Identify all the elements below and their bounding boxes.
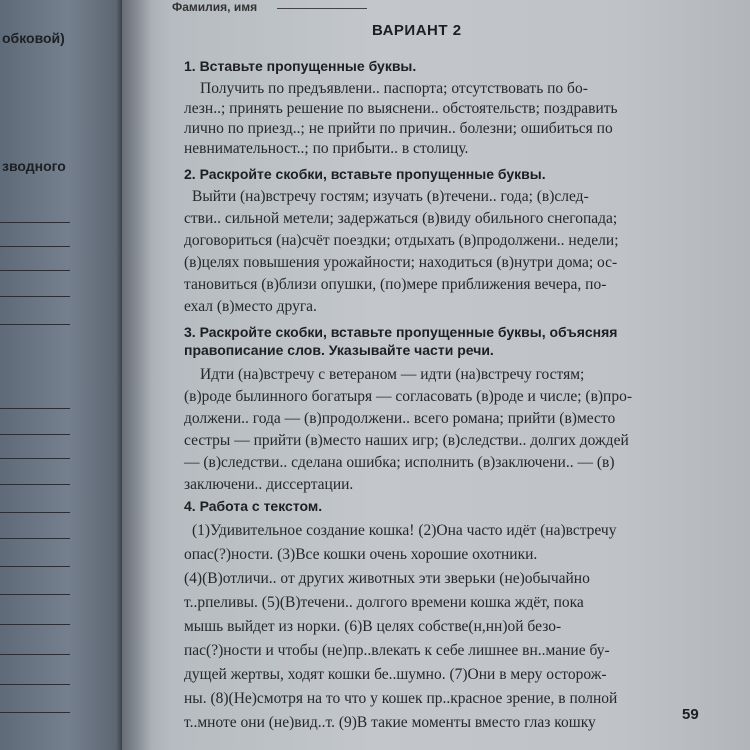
task-4-line: опас(?)ности. (3)Все кошки очень хорошие охотники. bbox=[184, 546, 538, 563]
answer-line bbox=[0, 512, 70, 513]
answer-line bbox=[0, 566, 70, 567]
task-3-title: 3. Раскройте скобки, вставьте пропущенные буквы, объясняя bbox=[184, 324, 618, 340]
task-3-title: правописание слов. Указывайте части речи. bbox=[184, 342, 494, 358]
task-1-line: лично по приезд..; не прийти по причин.. болезни; ошибиться по bbox=[184, 120, 613, 137]
task-4-line: т..рпеливы. (5)(В)течени.. долгого времени кошка ждёт, пока bbox=[184, 594, 584, 611]
answer-line bbox=[0, 624, 70, 625]
task-1-line: невнимательност..; по прибыти.. в столицу. bbox=[184, 140, 469, 157]
task-4-line: (4)(В)отличи.. от других животных эти зверьки (не)обычайно bbox=[184, 570, 590, 587]
task-3-line: — (в)следстви.. сделана ошибка; исполнить (в)заключени.. — (в) bbox=[184, 454, 615, 471]
page-number: 59 bbox=[682, 706, 699, 723]
answer-line bbox=[0, 222, 70, 223]
answer-line bbox=[0, 458, 70, 459]
task-3-line: заключени.. диссертации. bbox=[184, 476, 354, 493]
task-4-line: мышь выйдет из норки. (6)В целях собстве(н,нн)ой безо- bbox=[184, 618, 562, 635]
answer-line bbox=[0, 654, 70, 655]
name-label: Фамилия, имя bbox=[172, 0, 258, 14]
answer-line bbox=[0, 408, 70, 409]
task-4-title: 4. Работа с текстом. bbox=[184, 498, 323, 514]
answer-line bbox=[0, 712, 70, 713]
task-4-line: пас(?)ности и чтобы (не)пр..влекать к себе лишнее вн..мание бу- bbox=[184, 642, 610, 659]
left-page bbox=[0, 0, 122, 750]
task-2-line: (в)целях повышения урожайности; находиться (в)нутри дома; ос- bbox=[184, 254, 618, 271]
variant-title: ВАРИАНТ 2 bbox=[372, 22, 462, 39]
task-3-line: (в)роде былинного богатыря — согласовать (в)роде и числе; (в)про- bbox=[184, 388, 633, 405]
answer-line bbox=[0, 684, 70, 685]
task-2-line: тановиться (в)близи опушки, (по)мере приближения вечера, по- bbox=[184, 276, 607, 293]
right-page bbox=[122, 0, 750, 750]
answer-line bbox=[0, 484, 70, 485]
task-3-line: Идти (на)встречу с ветераном — идти (на)встречу гостям; bbox=[200, 366, 585, 383]
task-4-line: дущей жертвы, ходят кошки бе..шумно. (7)Они в меру осторож- bbox=[184, 666, 607, 683]
left-fragment-mid: зводного bbox=[2, 158, 66, 174]
answer-line bbox=[0, 594, 70, 595]
left-fragment-top: обковой) bbox=[2, 30, 65, 46]
answer-line bbox=[0, 434, 70, 435]
task-2-line: договориться (на)счёт поездки; отдыхать (в)продолжени.. недели; bbox=[184, 232, 619, 249]
name-underline bbox=[277, 8, 367, 9]
gutter-shadow bbox=[122, 0, 152, 750]
task-3-line: сестры — прийти (в)место наших игр; (в)следстви.. долгих дождей bbox=[184, 432, 629, 449]
answer-line bbox=[0, 324, 70, 325]
task-2-title: 2. Раскройте скобки, вставьте пропущенные буквы. bbox=[184, 166, 546, 182]
task-1-title: 1. Вставьте пропущенные буквы. bbox=[184, 58, 417, 74]
answer-line bbox=[0, 270, 70, 271]
answer-line bbox=[0, 538, 70, 539]
task-2-line: ехал (в)место друга. bbox=[184, 298, 317, 315]
task-2-line: Выйти (на)встречу гостям; изучать (в)течени.. года; (в)след- bbox=[192, 188, 589, 205]
task-4-line: т..мноте они (не)вид..т. (9)В такие моменты вместо глаз кошку bbox=[184, 714, 596, 731]
task-1-line: лезн..; принять решение по выяснени.. обстоятельств; поздравить bbox=[184, 100, 618, 117]
answer-line bbox=[0, 246, 70, 247]
task-4-line: (1)Удивительное создание кошка! (2)Она часто идёт (на)встречу bbox=[192, 522, 617, 539]
task-2-line: стви.. сильной метели; задержаться (в)виду обильного снегопада; bbox=[184, 210, 618, 227]
task-3-line: должени.. года — (в)продолжени.. всего романа; прийти (в)место bbox=[184, 410, 616, 427]
answer-line bbox=[0, 296, 70, 297]
task-1-line: Получить по предъявлени.. паспорта; отсутствовать по бо- bbox=[200, 80, 588, 97]
task-4-line: ны. (8)(Не)смотря на то что у кошек пр..красное зрение, в полной bbox=[184, 690, 618, 707]
